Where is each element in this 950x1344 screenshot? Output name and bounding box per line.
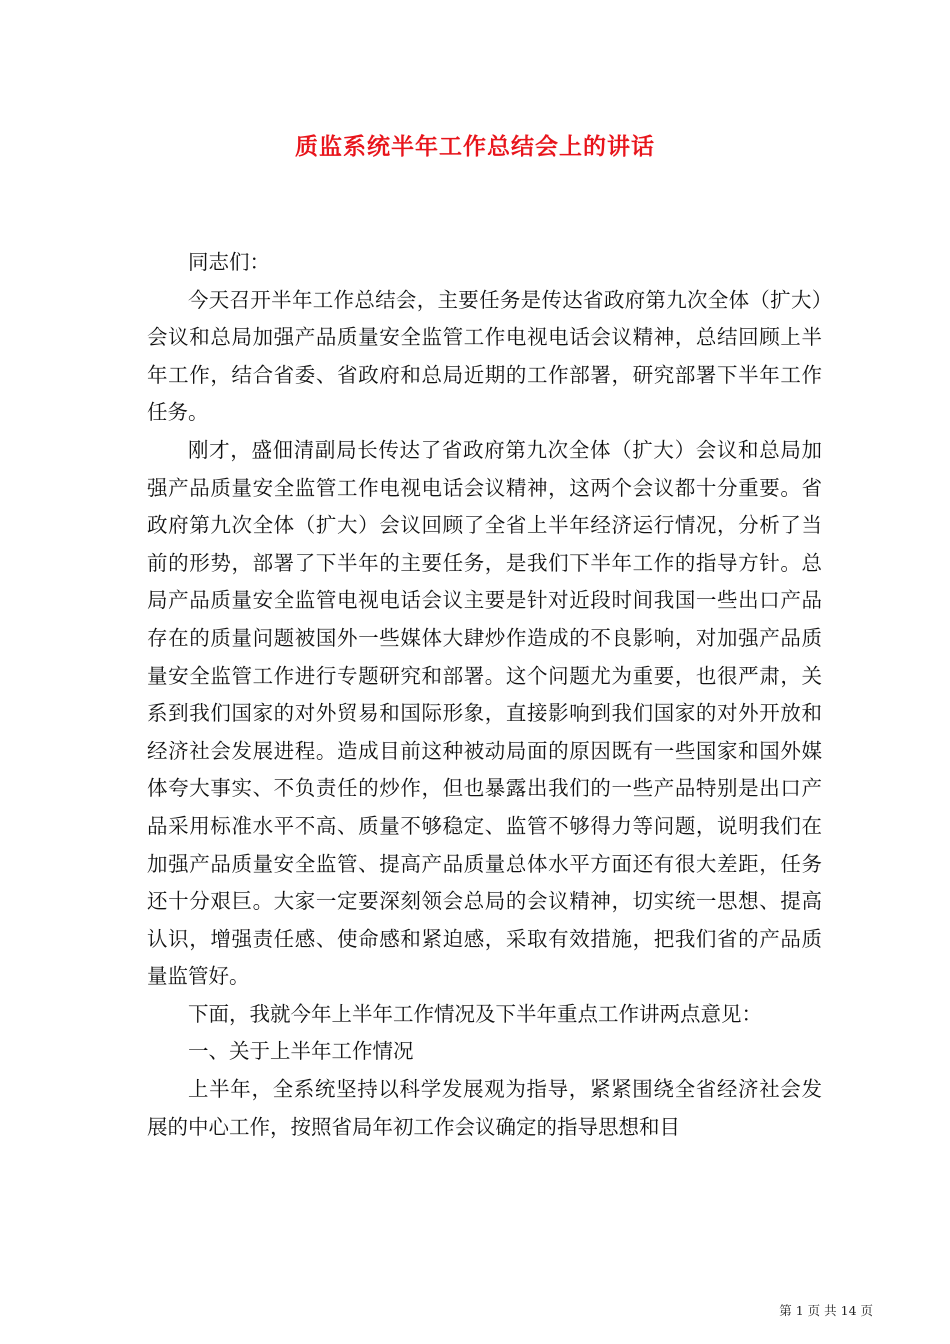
paragraph-1: 今天召开半年工作总结会，主要任务是传达省政府第九次全体（扩大）会议和总局加强产品质量安全监管工作电视电话会议精神，总结回顾上半年工作，结合省委、省政府和总局近期的工作部署，研究部署下半年工作任务。 [147,287,822,425]
document-title: 质监系统半年工作总结会上的讲话 [295,133,655,160]
document-body [147,244,822,1146]
salutation: 同志们： [188,250,270,274]
section-heading: 一、关于上半年工作情况 [188,1039,414,1064]
paragraph-4: 上半年，全系统坚持以科学发展观为指导，紧紧围绕全省经济社会发展的中心工作，按照省局年初工作会议确定的指导思想和目 [147,1077,822,1139]
paragraph-3: 下面，我就今年上半年工作情况及下半年重点工作讲两点意见： [188,1001,762,1026]
paragraph-2: 刚才，盛佃清副局长传达了省政府第九次全体（扩大）会议和总局加强产品质量安全监管工作电视电话会议精神，这两个会议都十分重要。省政府第九次全体（扩大）会议回顾了全省上半年经济运行情况，分析了当前的形势，部署了下半年的主要任务，是我们下半年工作的指导方针。总局产品质量安全监管电视电话会议主要是针对近段时间我国一些出口产品存在的质量问题被国外一些媒体大肆炒作造成的不良影响，对加强产品质量安全监管工作进行专题研究和部署。这个问题尤为重要，也很严肃，关系到我们国家的对外贸易和国际形象，直接影响到我们国家的对外开放和经济社会发展进程。造成目前这种被动局面的原因既有一些国家和国外媒体夸大事实、不负责任的炒作，但也暴露出我们的一些产品特别是出口产品采用标准水平不高、质量不够稳定、监管不够得力等问题，说明我们在加强产品质量安全监管、提高产品质量总体水平方面还有很大差距，任务还十分艰巨。大家一定要深刻领会总局的会议精神，切实统一思想、提高认识，增强责任感、使命感和紧迫感，采取有效措施，把我们省的产品质量监管好。 [147,437,822,989]
page-number-footer: 第 1 页 共 14 页 [779,1303,873,1318]
